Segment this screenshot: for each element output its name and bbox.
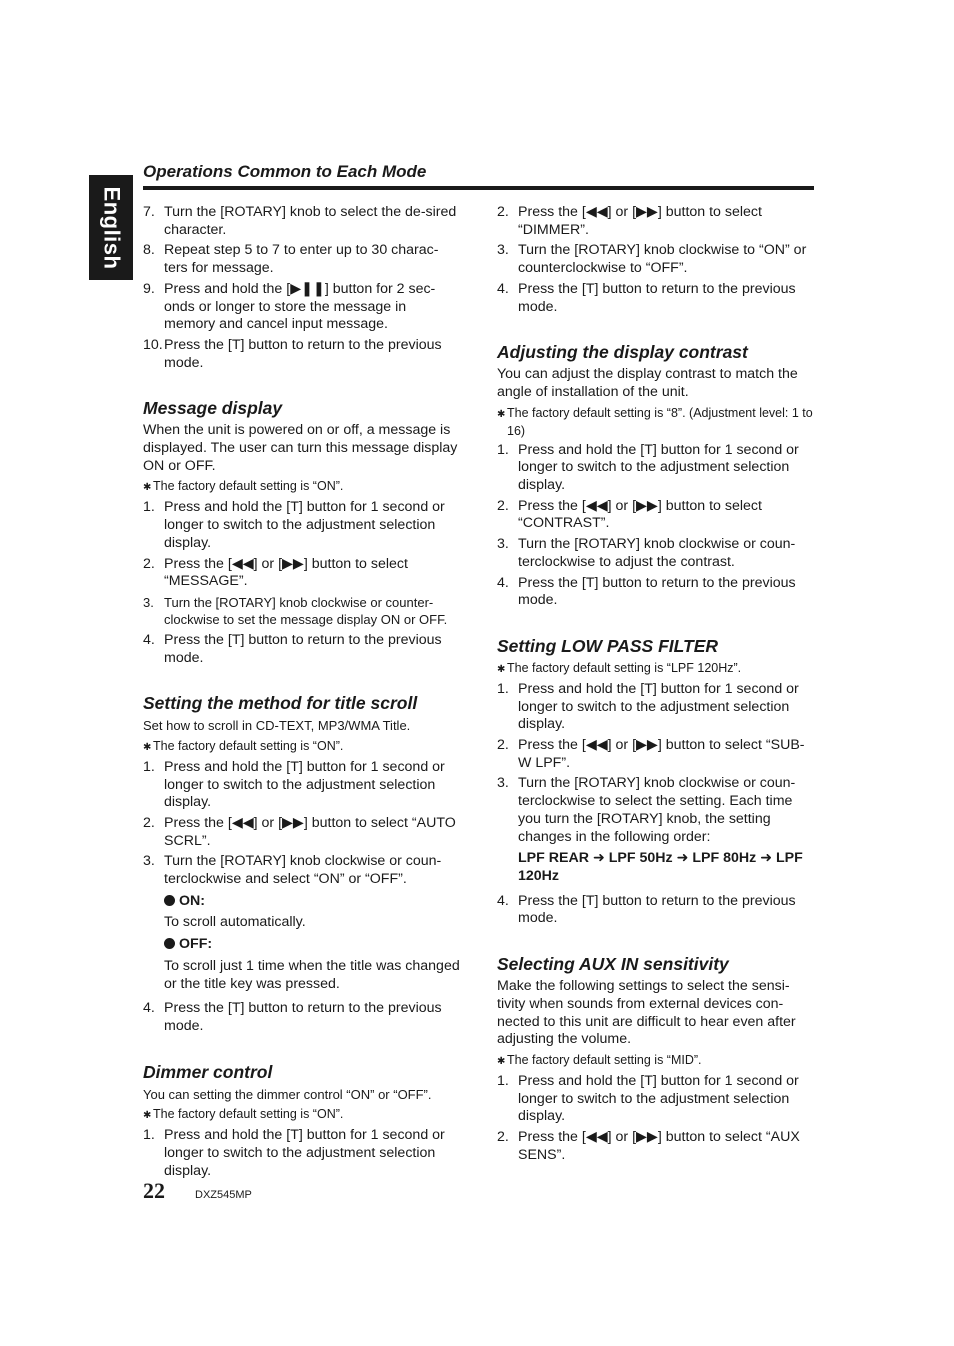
list-item: 8. Repeat step 5 to 7 to enter up to 30 charac-ters for message.: [143, 242, 439, 277]
asterisk-icon: ✱: [143, 482, 152, 494]
default-note: ✱ The factory default setting is “LPF 120Hz”.: [497, 660, 815, 678]
left-column: [143, 201, 461, 1183]
list-item: 2. Press the [◀◀] or [▶▶] button to select “AUX SENS”.: [497, 1129, 800, 1163]
asterisk-icon: ✱: [143, 741, 152, 753]
dimmer-intro: You can setting the dimmer control “ON” or “OFF”.: [143, 1086, 432, 1102]
bullet-icon: [164, 938, 175, 949]
section-title: Operations Common to Each Mode: [143, 162, 427, 181]
list-item: 4. Press the [T] button to return to the previous mode.: [497, 280, 796, 315]
language-label: English: [99, 186, 125, 269]
dimmer-heading: Dimmer control: [143, 1061, 273, 1082]
list-item: 3. Turn the [ROTARY] knob clockwise or counter-clockwise to set the message display ON or OFF.: [143, 594, 448, 628]
list-item: 2. Press the [◀◀] or [▶▶] button to select “AUTO SCRL”.: [143, 814, 456, 849]
page-number: 22: [143, 1178, 165, 1203]
list-item: 7. Turn the [ROTARY] knob to select the de-sired character.: [143, 204, 457, 238]
list-item: 2. Press the [◀◀] or [▶▶] button to select “DIMMER”.: [497, 204, 762, 238]
bullet-icon: [164, 895, 175, 906]
list-item: 4. Press the [T] button to return to the previous mode.: [143, 631, 442, 666]
on-option: ON: To scroll automatically. OFF: To scroll just 1 time when the title was changed or the title key was pressed.: [164, 892, 460, 992]
list-item: 4. Press the [T] button to return to the previous mode.: [143, 1000, 442, 1034]
default-note: ✱ The factory default setting is “ON”.: [143, 1106, 461, 1124]
message-display-heading: Message display: [143, 398, 283, 419]
list-item: 1. Press and hold the [T] button for 1 second or longer to switch to the adjustment selection display.: [143, 499, 445, 551]
list-item: 1. Press and hold the [T] button for 1 second or longer to switch to the adjustment selection display.: [143, 758, 445, 811]
page-footer: [143, 1178, 252, 1204]
asterisk-icon: ✱: [143, 1110, 152, 1122]
default-note: ✱ The factory default setting is “8”. (Adjustment level: 1 to 16): [497, 405, 813, 438]
message-intro: When the unit is powered on or off, a message is displayed. The user can turn this message display ON or OFF.: [143, 422, 458, 474]
steps-continued: [143, 204, 461, 372]
list-item: 2. Press the [◀◀] or [▶▶] button to select “CONTRAST”.: [497, 497, 762, 532]
asterisk-icon: ✱: [497, 408, 506, 420]
list-item: 1. Press and hold the [T] button for 1 second or longer to switch to the adjustment selection display.: [497, 441, 799, 494]
list-item: 1. Press and hold the [T] button for 1 second or longer to switch to the adjustment selection display.: [497, 1072, 799, 1125]
contrast-heading: Adjusting the display contrast: [497, 342, 748, 363]
model-number: DXZ545MP: [195, 1189, 252, 1201]
lpf-sequence: LPF REAR ➜ LPF 50Hz ➜ LPF 80Hz ➜ LPF 120Hz: [518, 850, 803, 884]
list-item: 2. Press the [◀◀] or [▶▶] button to select “SUB-W LPF”.: [497, 737, 805, 771]
title-scroll-heading: Setting the method for title scroll: [143, 693, 418, 714]
lpf-heading: Setting LOW PASS FILTER: [497, 635, 719, 656]
list-item: 3. Turn the [ROTARY] knob clockwise to “ON” or counterclockwise to “OFF”.: [497, 242, 807, 277]
list-item: 9. Press and hold the [▶❚❚] button for 2 sec-onds or longer to store the message in memory and cancel input message.: [143, 280, 436, 333]
right-column: [497, 201, 815, 1167]
list-item: 1. Press and hold the [T] button for 1 second or longer to switch to the adjustment selection display.: [143, 1127, 445, 1179]
list-item: 2. Press the [◀◀] or [▶▶] button to select “MESSAGE”.: [143, 555, 408, 590]
list-item: 3. Turn the [ROTARY] knob clockwise or coun-terclockwise to adjust the contrast.: [497, 536, 796, 570]
list-item: 3. Turn the [ROTARY] knob clockwise or coun-terclockwise and select “ON” or “OFF”. ON: To scroll automatically. OFF: To scroll just 1 time when the title was changed or the title key was pressed.: [143, 853, 460, 992]
asterisk-icon: ✱: [497, 663, 506, 675]
list-item: 10. Press the [T] button to return to the previous mode.: [143, 336, 442, 371]
asterisk-icon: ✱: [497, 1055, 506, 1067]
list-item: 3. Turn the [ROTARY] knob clockwise or coun-terclockwise to select the setting. Each time you turn the [ROTARY] knob, the setting changes in the following order: LPF REAR ➜ LPF 50Hz ➜ LPF 80Hz ➜ LPF 120Hz: [497, 775, 815, 889]
contrast-intro: You can adjust the display contrast to match the angle of installation of the unit.: [497, 366, 798, 400]
aux-heading: Selecting AUX IN sensitivity: [497, 954, 729, 975]
list-item: 4. Press the [T] button to return to the previous mode.: [497, 892, 796, 927]
aux-intro: Make the following settings to select the sensi-tivity when sounds from external devices con-nected to this unit are difficult to hear even after adjusting the volume.: [497, 978, 796, 1048]
default-note: ✱ The factory default setting is “ON”.: [143, 478, 461, 496]
list-item: 1. Press and hold the [T] button for 1 second or longer to switch to the adjustment selection display.: [497, 680, 799, 733]
default-note: ✱ The factory default setting is “MID”.: [497, 1052, 815, 1070]
section-header: [143, 160, 814, 190]
default-note: ✱ The factory default setting is “ON”.: [143, 738, 461, 756]
list-item: 4. Press the [T] button to return to the previous mode.: [497, 574, 796, 609]
language-tab: [89, 175, 133, 280]
scroll-intro: Set how to scroll in CD-TEXT, MP3/WMA Title.: [143, 718, 411, 734]
